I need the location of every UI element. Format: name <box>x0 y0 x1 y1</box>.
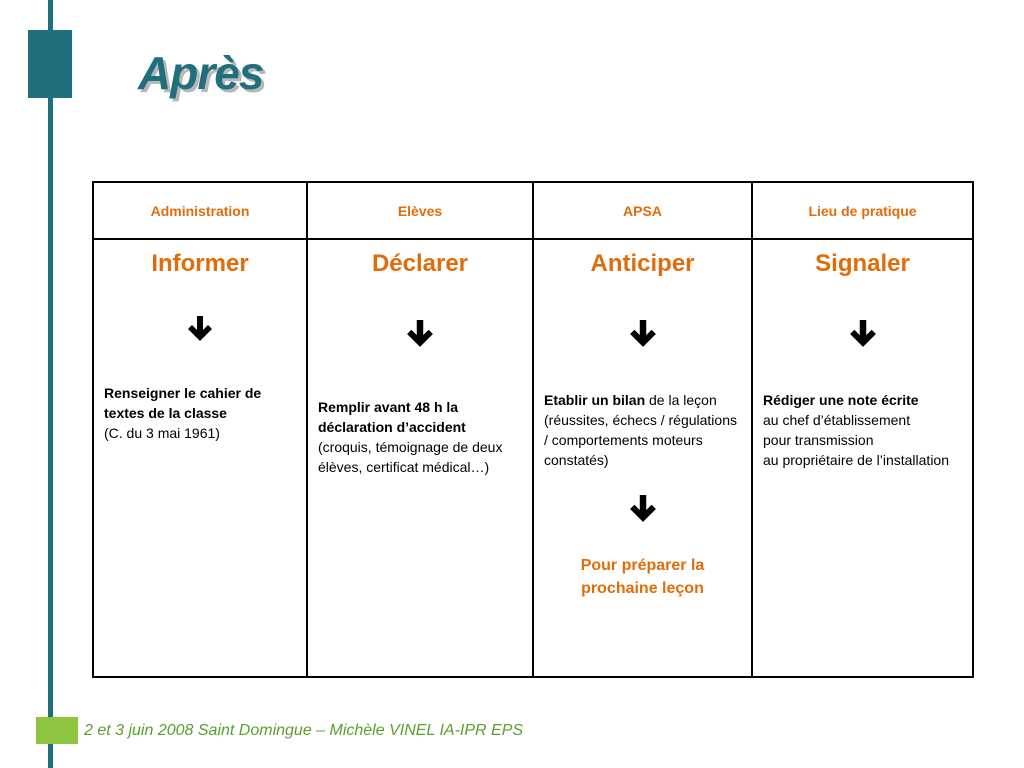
slide-title: Après <box>138 47 264 99</box>
verb-informer: Informer <box>151 250 249 277</box>
description-plain: (C. du 3 mai 1961) <box>104 425 220 441</box>
left-vertical-rule <box>48 0 53 768</box>
column-header-administration: Administration <box>93 182 307 239</box>
verb-anticiper: Anticiper <box>590 250 695 277</box>
column-header-eleves: Elèves <box>307 182 533 239</box>
description-plain: de la leçon (réussites, échecs / régulations / comportements moteurs constatés) <box>544 392 737 468</box>
column-header-apsa: APSA <box>533 182 752 239</box>
cell-apsa <box>533 239 752 677</box>
verb-declarer: Déclarer <box>371 250 469 277</box>
description-lieu <box>763 390 964 470</box>
description-bold: Renseigner le cahier de textes de la classe <box>104 385 262 421</box>
cell-lieu <box>752 239 973 677</box>
arrow-down-icon <box>534 320 751 353</box>
arrow-down-icon <box>94 316 306 347</box>
description-bold: Remplir avant 48 h la déclaration d’accident <box>318 399 466 435</box>
description-administration <box>104 383 298 443</box>
footer-text: 2 et 3 juin 2008 Saint Domingue – Michèle VINEL IA-IPR EPS <box>84 722 524 739</box>
description-bold: Rédiger une note écrite <box>763 392 919 408</box>
footer-accent-bar <box>36 717 78 744</box>
description-line-3: pour transmission <box>763 432 874 448</box>
cell-administration <box>93 239 307 677</box>
table-header-row <box>93 182 973 239</box>
note-line-2: prochaine leçon <box>581 580 704 597</box>
arrow-down-icon <box>753 320 972 353</box>
description-apsa <box>544 390 743 470</box>
description-line-4: au propriétaire de l’installation <box>763 452 949 468</box>
left-accent-block <box>28 30 72 98</box>
note-line-1: Pour préparer la <box>580 557 705 574</box>
cell-eleves <box>307 239 533 677</box>
description-bold: Etablir un bilan <box>544 392 646 408</box>
description-plain: (croquis, témoignage de deux élèves, certificat médical…) <box>318 439 503 475</box>
verb-signaler: Signaler <box>815 250 910 277</box>
steps-table <box>92 181 974 678</box>
arrow-down-icon <box>308 320 532 353</box>
table-body-row <box>93 239 973 677</box>
next-lesson-note <box>534 554 751 600</box>
description-eleves <box>318 397 524 477</box>
column-header-lieu: Lieu de pratique <box>752 182 973 239</box>
arrow-down-icon <box>534 495 751 528</box>
description-line-2: au chef d’établissement <box>763 412 911 428</box>
